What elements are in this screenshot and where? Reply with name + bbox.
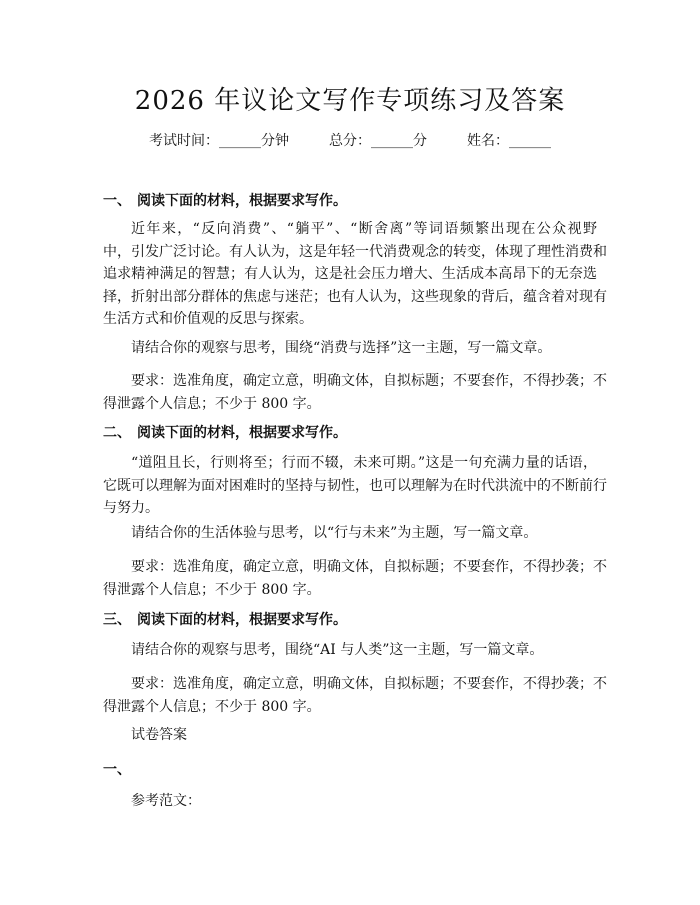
section-2-req-line: 得泄露个人信息；不少于 800 字。 xyxy=(103,581,321,598)
section-1-material-line: 追求精神满足的智慧；有人认为，这是社会压力增大、生活成本高昂下的无奈选 xyxy=(103,266,597,282)
section-1-heading-text: 阅读下面的材料，根据要求写作。 xyxy=(137,193,347,209)
section-1-material xyxy=(103,218,607,331)
section-3-req-line: 要求：选准角度，确定立意，明确文体，自拟标题；不要套作，不得抄袭；不 xyxy=(131,676,607,692)
document-title: 2026 年议论文写作专项练习及答案 xyxy=(134,86,566,116)
section-3-heading xyxy=(103,610,347,630)
answers-heading: 试卷答案 xyxy=(131,727,187,743)
exam-time-field: 考试时间：______分钟 xyxy=(149,133,289,149)
answers-section-number: 一、 xyxy=(103,762,131,778)
section-1-material-line: 近年来，“反向消费”、“躺平”、“断舍离”等词语频繁出现在公众视野 xyxy=(131,221,597,237)
section-2-requirements xyxy=(103,556,607,601)
section-1-req-line: 得泄露个人信息；不少于 800 字。 xyxy=(103,395,321,412)
section-2-req-line: 要求：选准角度，确定立意，明确文体，自拟标题；不要套作，不得抄袭；不 xyxy=(131,559,607,575)
section-1-number: 一、 xyxy=(103,193,131,209)
section-1-material-line: 生活方式和价值观的反思与探索。 xyxy=(103,311,313,327)
section-2-material-line: “道阻且长，行则将至；行而不辍，未来可期。”这是一句充满力量的话语， xyxy=(131,455,597,471)
section-2-material-line: 与努力。 xyxy=(103,500,159,516)
section-1-req-line: 要求：选准角度，确定立意，明确文体，自拟标题；不要套作，不得抄袭；不 xyxy=(131,373,607,389)
section-1-prompt: 请结合你的观察与思考，围绕“消费与选择”这一主题，写一篇文章。 xyxy=(131,340,552,356)
sample-essay-label: 参考范文： xyxy=(131,793,201,809)
section-2-material xyxy=(103,452,607,520)
exam-info-line xyxy=(0,131,700,151)
section-2-prompt: 请结合你的生活体验与思考，以“行与未来”为主题，写一篇文章。 xyxy=(131,525,538,541)
section-2-heading-text: 阅读下面的材料，根据要求写作。 xyxy=(137,425,347,441)
section-3-req-line: 得泄露个人信息；不少于 800 字。 xyxy=(103,698,321,715)
student-name-field: 姓名：______ xyxy=(467,133,551,149)
section-1-material-line: 中，引发广泛讨论。有人认为，这是年轻一代消费观念的转变，体现了理性消费和 xyxy=(103,243,607,260)
total-score-field: 总分：______分 xyxy=(329,133,427,149)
section-1-heading xyxy=(103,191,347,211)
section-2-number: 二、 xyxy=(103,425,131,441)
section-1-material-line: 择，折射出部分群体的焦虑与迷茫；也有人认为，这些现象的背后，蕴含着对现有 xyxy=(103,288,607,305)
section-3-number: 三、 xyxy=(103,612,131,628)
section-2-material-line: 它既可以理解为面对困难时的坚持与韧性，也可以理解为在时代洪流中的不断前行 xyxy=(103,477,607,494)
section-1-requirements xyxy=(103,370,607,415)
section-3-heading-text: 阅读下面的材料，根据要求写作。 xyxy=(137,612,347,628)
section-3-requirements xyxy=(103,673,607,718)
section-2-heading xyxy=(103,423,347,443)
section-3-prompt: 请结合你的观察与思考，围绕“AI 与人类”这一主题，写一篇文章。 xyxy=(131,642,544,658)
